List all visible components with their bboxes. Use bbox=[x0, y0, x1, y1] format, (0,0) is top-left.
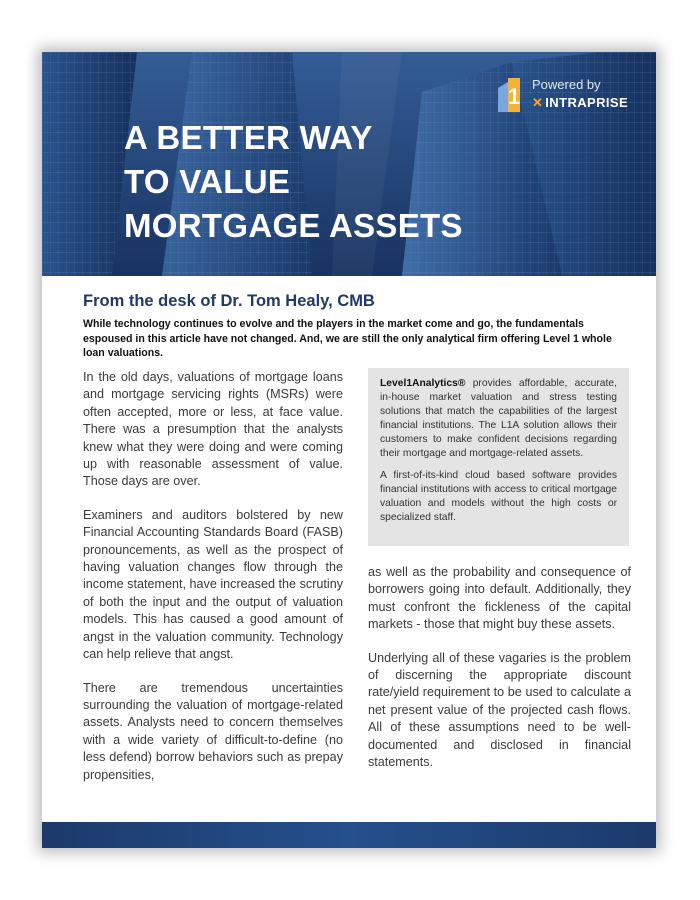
callout-paragraph-1 bbox=[380, 377, 617, 460]
intraprise-brand-name: INTRAPRISE bbox=[545, 95, 629, 110]
callout-paragraph-2: A first-of-its-kind cloud based software provides financial institutions with access to critical mortgage valuation and models without the high costs or specialized staff. bbox=[380, 470, 617, 524]
powered-by-label: Powered by bbox=[532, 77, 601, 92]
intraprise-x-icon: ✕ bbox=[532, 95, 544, 110]
intraprise-brand bbox=[532, 95, 628, 111]
author-heading: From the desk of Dr. Tom Healy, CMB bbox=[83, 292, 375, 310]
body-paragraph-1: In the old days, valuations of mortgage loans and mortgage servicing rights (MSRs) were often accepted, more or less, at face value. There was a presumption that the analysts knew what they were doing and were coming up with reasonable assessment of value. Those days are over. bbox=[83, 370, 343, 489]
powered-by-intraprise-logo bbox=[494, 74, 644, 118]
intro-statement: While technology continues to evolve and the players in the market come and go, the fundamentals espoused in this article have not changed. And, we are still the only analytical firm offering Level 1 whole loan valuations. bbox=[83, 318, 612, 359]
footer-bar bbox=[42, 822, 656, 848]
hero-title-line-3: MORTGAGE ASSETS bbox=[124, 207, 463, 244]
level1-analytics-callout bbox=[368, 368, 629, 546]
hero-banner bbox=[42, 52, 656, 276]
body-paragraph-4: as well as the probability and consequence of borrowers going into default. Additionally, they must confront the fickleness of the capital markets - those that might buy these assets. bbox=[368, 565, 631, 632]
callout-paragraph-1-text: provides affordable, accurate, in-house market valuation and stress testing solutions that match the capabilities of the largest financial institutions. The L1A solution allows their customers to make confident decisions regarding their mortgage and mortgage-related assets. bbox=[380, 378, 617, 459]
body-paragraph-2: Examiners and auditors bolstered by new Financial Accounting Standards Board (FASB) pronouncements, as well as the prospect of having valuation changes flow through the income statement, have increased the scrutiny of both the input and the output of valuation models. This has caused a good amount of angst in the valuation community. Technology can help relieve that angst. bbox=[83, 507, 343, 662]
hero-title-line-1: A BETTER WAY bbox=[124, 119, 373, 156]
body-paragraph-3: There are tremendous uncertainties surrounding the valuation of mortgage-related assets. Analysts need to concern themselves with a wide variety of difficult-to-define (no less defend) borrow behaviors such as prepay propensities, bbox=[83, 680, 343, 782]
left-column bbox=[83, 369, 343, 800]
hero-title bbox=[124, 116, 463, 248]
level1-logo-icon bbox=[494, 76, 524, 114]
body-paragraph-5: Underlying all of these vagaries is the problem of discerning the appropriate discount rate/yield requirement to be used to calculate a net present value of the projected cash flows. All of these assumptions need to be well-documented and disclosed in financial statements. bbox=[368, 650, 631, 770]
document-page bbox=[42, 52, 656, 848]
right-column bbox=[368, 564, 631, 787]
hero-title-line-2: TO VALUE bbox=[124, 163, 291, 200]
callout-brand: Level1Analytics® bbox=[380, 378, 466, 389]
svg-text:1: 1 bbox=[507, 84, 521, 109]
